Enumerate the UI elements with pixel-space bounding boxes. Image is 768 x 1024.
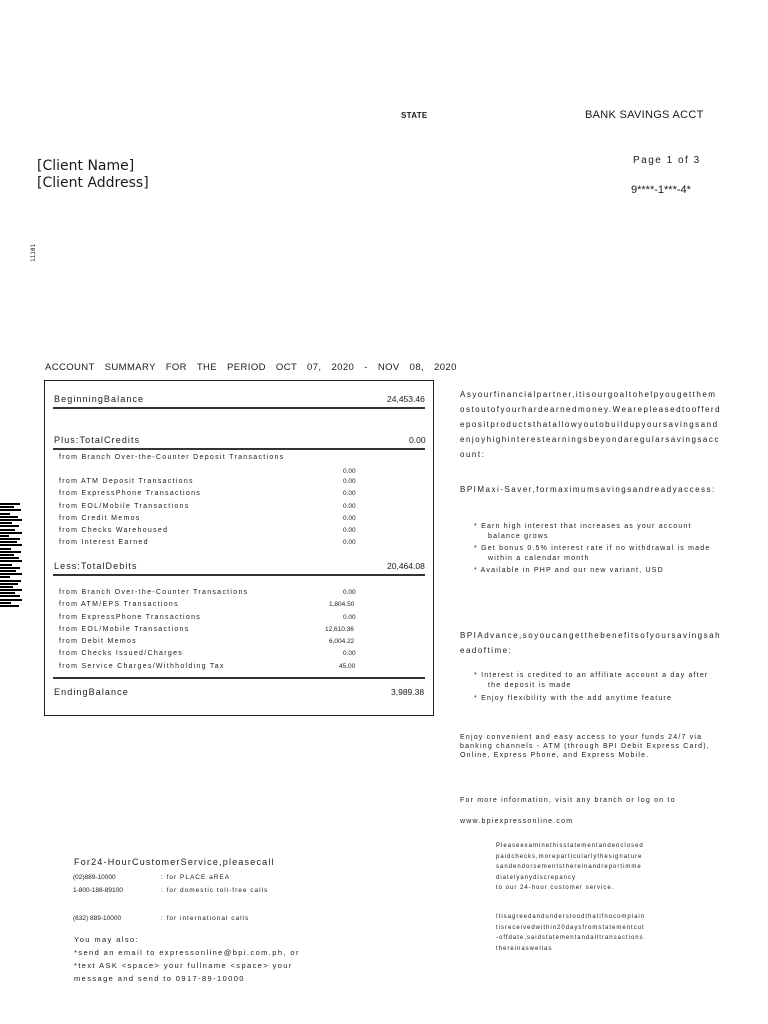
maxi-saver-bullets — [460, 522, 722, 576]
access-text: Enjoy convenient and easy access to your funds 24/7 via banking channels - ATM (through BPI Debit Express Card), Online, Express Phone, and Express Mobile. — [460, 734, 710, 759]
phone-line: (632) 889-10000 : for international calls — [73, 915, 250, 923]
phone-line: (02)889-10000 : for PLACE aREA — [73, 874, 231, 881]
total-debits-label: Less:TotalDebits — [54, 561, 138, 571]
customer-service-heading: For24-HourCustomerService,pleasecall — [74, 857, 275, 867]
debit-line: from EOL/Mobile Transactions 12,610.36 — [59, 625, 354, 633]
bullet-cont: the deposit is made — [488, 682, 572, 689]
debit-line: from ExpressPhone Transactions 0.00 — [59, 613, 356, 621]
debit-line: from ATM/EPS Transactions 1,804.50 — [59, 601, 355, 609]
beginning-balance-amount: 24,453.46 — [387, 394, 425, 404]
credit-line: from ExpressPhone Transactions 0.00 — [59, 490, 356, 498]
alternate-contact — [74, 933, 300, 985]
advance-heading: BPIAdvance,soyoucangetthebenefitsofyoursavingsaheadoftime: — [460, 631, 722, 655]
account-type: BANK SAVINGS ACCT — [585, 109, 704, 121]
period-heading: ACCOUNT SUMMARY FOR THE PERIOD OCT 07, 2020 - NOV 08, 2020 — [45, 362, 457, 373]
client-name: [Client Name] — [37, 158, 135, 174]
total-credits-row — [54, 435, 426, 445]
disclaimer-1: Pleaseexaminethisstatementandenclosedpaidchecks,moreparticularlythesignaturesandendorsementsthereinandreportimmediatelyanydiscrepancy to our 24-hour customer service. — [496, 843, 644, 891]
total-debits-amount: 20,464.08 — [387, 561, 425, 571]
email-instruction: *send an email to expressonline@bpi.com.ph, or — [74, 948, 300, 957]
phone-line: 1-800-188-89100 : for domestic toll-free calls — [73, 887, 269, 895]
beginning-balance-row — [54, 394, 425, 404]
customer-service-numbers — [73, 873, 269, 923]
you-may-label: You may also: — [74, 935, 140, 944]
credits-list — [59, 454, 359, 550]
page-number: Page 1 of 3 — [633, 155, 701, 166]
website: www.bpiexpressonline.com — [460, 818, 574, 825]
debit-line: from Branch Over-the-Counter Transactions 0.00 — [59, 589, 356, 596]
divider — [53, 574, 425, 576]
beginning-balance-label: BeginningBalance — [54, 394, 145, 404]
side-code: 11101 — [30, 243, 37, 262]
debit-line: from Service Charges/Withholding Tax 45.00 — [59, 662, 356, 670]
account-number: 9****-1***-4* — [631, 184, 691, 196]
state-label: STATE — [401, 111, 428, 120]
bullet: * Enjoy flexibility with the add anytime feature — [474, 695, 673, 702]
divider — [53, 407, 425, 409]
bullet-cont: within a calendar month — [488, 555, 590, 562]
divider — [53, 677, 425, 679]
disclaimer-2: Itisagreedandunderstoodthatifnocomplaintisreceivedwithin20daysfromstatementcut-offdate,saidstatementandalltransactionsthereinaswellas — [496, 914, 646, 952]
credit-line: from ATM Deposit Transactions 0.00 — [59, 478, 356, 485]
account-summary — [44, 380, 434, 716]
total-credits-amount: 0.00 — [409, 435, 426, 445]
total-credits-label: Plus:TotalCredits — [54, 435, 141, 445]
debit-line: from Checks Issued/Charges 0.00 — [59, 650, 356, 658]
bullet: * Available in PHP and our new variant, USD — [474, 567, 664, 574]
bullet: * Interest is credited to an affiliate account a day after — [474, 672, 709, 679]
ending-balance-amount: 3,989.38 — [391, 687, 425, 697]
debit-line: from Debit Memos 6,004.22 — [59, 638, 355, 646]
bullet: * Get bonus 0.5% interest rate if no withdrawal is made — [474, 545, 711, 552]
credit-line: from Interest Earned 0.00 — [59, 539, 356, 547]
ending-balance-row — [54, 687, 425, 697]
maxi-saver-heading: BPIMaxi-Saver,formaximumsavingsandreadyaccess: — [460, 485, 716, 494]
credit-line: from Credit Memos 0.00 — [59, 514, 356, 522]
client-block — [37, 158, 149, 192]
text-instruction-1: *text ASK <space> your fullname <space> your — [74, 961, 293, 970]
ending-balance-label: EndingBalance — [54, 687, 129, 697]
total-debits-row — [54, 561, 425, 571]
credit-line: from Checks Warehoused 0.00 — [59, 527, 356, 535]
client-address: [Client Address] — [37, 175, 149, 191]
barcode — [0, 503, 22, 613]
bullet: * Earn high interest that increases as your account — [474, 523, 692, 530]
bullet-cont: balance grows — [488, 533, 549, 540]
debits-list — [59, 587, 359, 673]
credit-line: from Branch Over-the-Counter Deposit Transactions 0.00 — [59, 454, 356, 475]
info-text: For more information, visit any branch or log on to — [460, 797, 676, 804]
credit-line: from EOL/Mobile Transactions 0.00 — [59, 502, 356, 510]
divider — [53, 448, 425, 450]
text-instruction-2: message and send to 0917-89-10000 — [74, 974, 245, 983]
intro-text: Asyourfinancialpartner,itisourgoaltohelpyougetthemostoutofyourhardearnedmoney.Wearepleasedtoofferdepositproductsthatallowyoutobuildupyoursavingsandenjoyhighinterestearningsbeyondaregularsavingsaccount: — [460, 390, 722, 459]
advance-bullets — [460, 671, 722, 704]
